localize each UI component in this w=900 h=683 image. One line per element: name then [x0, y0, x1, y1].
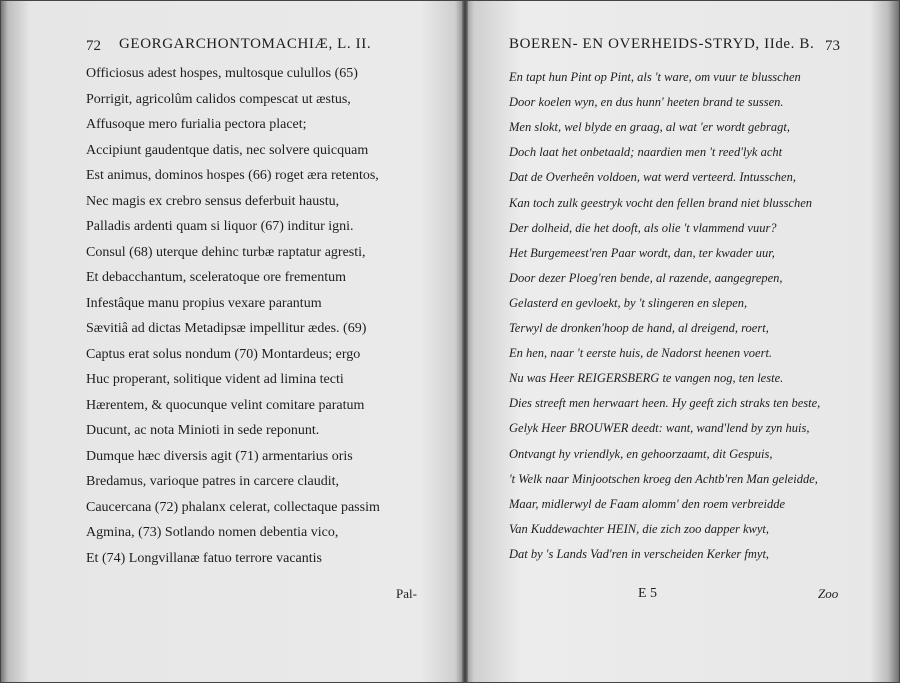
text-line: Nu was Heer REIGERSBERG te vangen nog, ten leste. [509, 371, 784, 386]
text-line: Gelyk Heer BROUWER deedt: want, wand'lend by zyn huis, [509, 421, 810, 436]
text-line: Dumque hæc diversis agit (71) armentarius oris [86, 448, 353, 464]
text-line: Der dolheid, die het dooft, als olie 't vlammend vuur? [509, 220, 777, 235]
text-line: Door koelen wyn, en dus hunn' heeten brand te sussen. [509, 95, 784, 110]
text-line: Dat by 's Lands Vad'ren in verscheiden Kerker fmyt, [509, 546, 770, 561]
text-line: En hen, naar 't eerste huis, de Nadorst heenen voert. [509, 346, 773, 361]
text-line: Kan toch zulk geestryk vocht den fellen brand niet blusschen [509, 195, 813, 210]
text-line: Van Kuddewachter HEIN, die zich zoo dapper kwyt, [509, 521, 770, 536]
right-signature-mark: E 5 [638, 586, 658, 601]
text-line: Et debacchantum, sceleratoque ore frementum [86, 270, 347, 285]
text-line: Captus erat solus nondum (70) Montardeus; ergo [86, 346, 361, 362]
text-line: Officiosus adest hospes, multosque culullos (65) [86, 66, 358, 81]
right-page-number: 73 [825, 38, 840, 54]
text-line: Palladis ardenti quam si liquor (67) inditur igni. [86, 219, 354, 234]
text-line: Door dezer Ploeg'ren bende, al razende, aangegrepen, [509, 270, 783, 285]
text-line: Agmina, (73) Sotlando nomen debentia vico, [86, 525, 339, 540]
text-line: Doch laat het onbetaald; naardien men 't reed'lyk acht [509, 145, 783, 160]
text-line: Porrigit, agricolûm calidos compescat ut æstus, [86, 91, 351, 107]
text-line: Sævitiâ ad dictas Metadipsæ impellitur ædes. (69) [86, 321, 367, 336]
text-line: Het Burgemeest'ren Paar wordt, dan, ter kwader uur, [509, 245, 775, 260]
text-line: Ducunt, ac nota Minioti in sede reponunt. [86, 423, 320, 438]
left-page-number: 72 [86, 38, 101, 54]
text-line: Nec magis ex crebro sensus deferbuit haustu, [86, 193, 340, 209]
text-line: Dies streeft men herwaart heen. Hy geeft zich straks ten beste, [509, 396, 821, 411]
text-line: Men slokt, wel blyde en graag, al wat 'er wordt gebragt, [509, 120, 790, 135]
text-line: Et (74) Longvillanæ fatuo terrore vacantis [86, 550, 322, 566]
text-line: Est animus, dominos hospes (66) roget æra retentos, [86, 168, 379, 183]
text-line: Infestâque manu propius vexare parantum [86, 295, 322, 311]
text-line: Bredamus, varioque patres in carcere claudit, [86, 474, 340, 489]
text-line: Consul (68) uterque dehinc turbæ raptatur agresti, [86, 244, 366, 260]
left-running-head: GEORGARCHONTOMACHIÆ, L. II. [119, 36, 372, 52]
text-line: Maar, midlerwyl de Faam alomm' den roem verbreidde [509, 496, 786, 511]
text-line: Hærentem, & quocunque velint comitare paratum [86, 397, 365, 413]
right-running-head: BOEREN- EN OVERHEIDS-STRYD, IIde. B. [509, 36, 815, 52]
text-line: 't Welk naar Minjootschen kroeg den Achtb'ren Man geleidde, [509, 471, 818, 486]
text-line: Affusoque mero furialia pectora placet; [86, 117, 307, 132]
text-line: Caucercana (72) phalanx celerat, collectaque passim [86, 499, 380, 515]
text-line: Dat de Overheên voldoen, wat werd verteerd. Intusschen, [509, 170, 796, 185]
right-page [466, 0, 900, 683]
text-line: Terwyl de dronken'hoop de hand, al dreigend, roert, [509, 321, 769, 335]
text-line: Gelasterd en gevloekt, by 't slingeren en slepen, [509, 295, 748, 310]
text-line: Ontvangt hy vriendlyk, en gehoorzaamt, dit Gespuis, [509, 446, 773, 461]
text-line: En tapt hun Pint op Pint, als 't ware, om vuur te blusschen [509, 70, 801, 84]
left-catchword: Pal- [396, 586, 417, 601]
text-line: Huc properant, solitique vident ad limina tecti [86, 372, 344, 387]
right-catchword: Zoo [818, 586, 839, 601]
text-line: Accipiunt gaudentque datis, nec solvere quicquam [86, 142, 369, 158]
